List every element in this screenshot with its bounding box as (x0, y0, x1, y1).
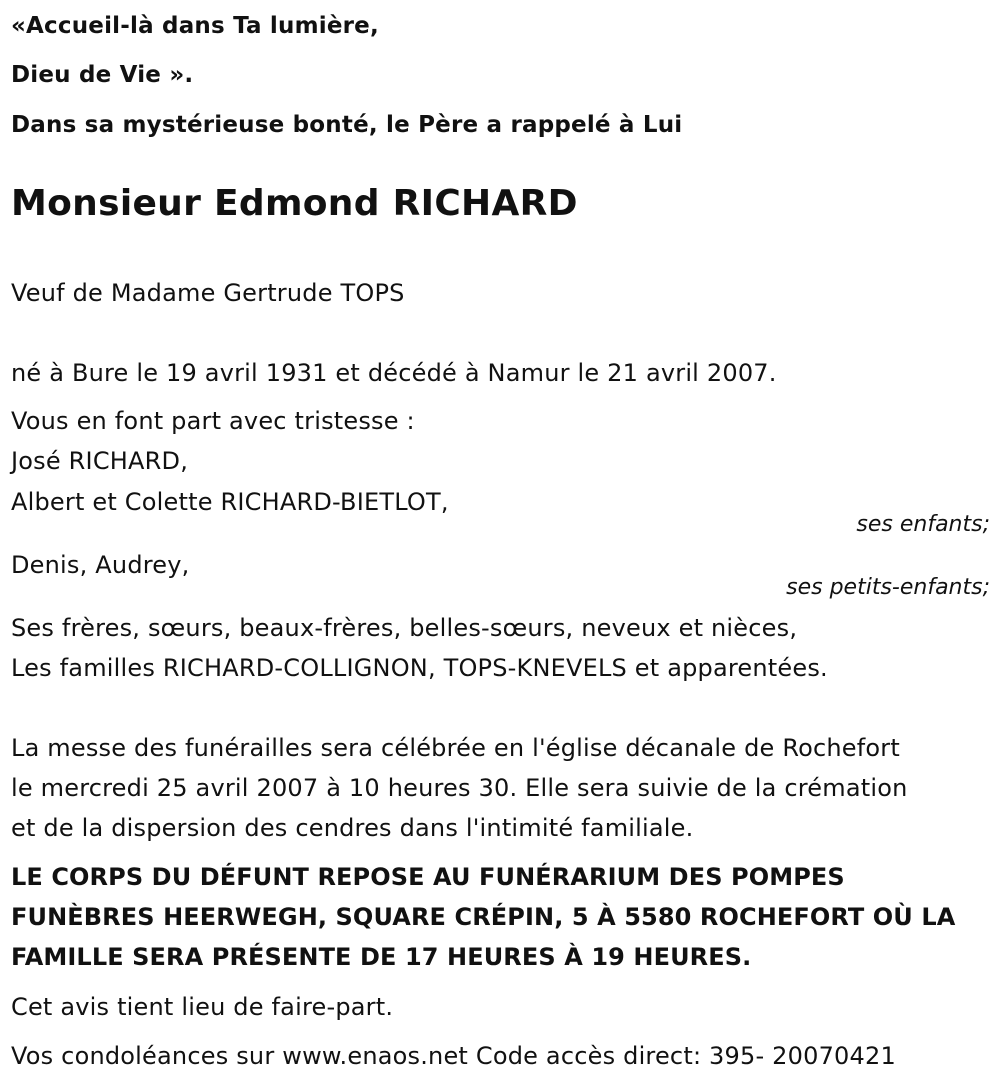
child-name: Albert et Colette RICHARD-BIETLOT, (11, 488, 449, 516)
families-line: Les familles RICHARD-COLLIGNON, TOPS-KNEVELS et apparentées. (11, 654, 828, 682)
viewing-line-3: FAMILLE SERA PRÉSENTE DE 17 HEURES À 19 HEURES. (11, 943, 752, 971)
relatives-line: Ses frères, sœurs, beaux-frères, belles-sœurs, neveux et nièces, (11, 614, 798, 642)
ceremony-line-2: le mercredi 25 avril 2007 à 10 heures 30. Elle sera suivie de la crémation (11, 774, 908, 802)
intro-line-2: Dieu de Vie ». (11, 62, 194, 88)
viewing-line-1: LE CORPS DU DÉFUNT REPOSE AU FUNÉRARIUM DES POMPES (11, 863, 845, 891)
condolences-line: Vos condoléances sur www.enaos.net Code accès direct: 395- 20070421 (11, 1042, 896, 1070)
viewing-line-2: FUNÈBRES HEERWEGH, SQUARE CRÉPIN, 5 À 5580 ROCHEFORT OÙ LA (11, 903, 956, 931)
birth-death-dates: né à Bure le 19 avril 1931 et décédé à Namur le 21 avril 2007. (11, 359, 777, 387)
ceremony-line-1: La messe des funérailles sera célébrée en l'église décanale de Rochefort (11, 734, 900, 762)
intro-line-3: Dans sa mystérieuse bonté, le Père a rappelé à Lui (11, 112, 683, 138)
children-label: ses enfants; (856, 512, 990, 537)
family-announcement: Vous en font part avec tristesse : (11, 407, 415, 435)
ceremony-line-3: et de la dispersion des cendres dans l'intimité familiale. (11, 814, 694, 842)
grandchildren-names: Denis, Audrey, (11, 551, 190, 579)
spouse-line: Veuf de Madame Gertrude TOPS (11, 279, 405, 307)
intro-line-1: «Accueil-là dans Ta lumière, (11, 13, 379, 39)
grandchildren-label: ses petits-enfants; (786, 575, 990, 600)
child-name: José RICHARD, (11, 447, 189, 475)
notice-line: Cet avis tient lieu de faire-part. (11, 993, 394, 1021)
deceased-name: Monsieur Edmond RICHARD (11, 183, 578, 224)
